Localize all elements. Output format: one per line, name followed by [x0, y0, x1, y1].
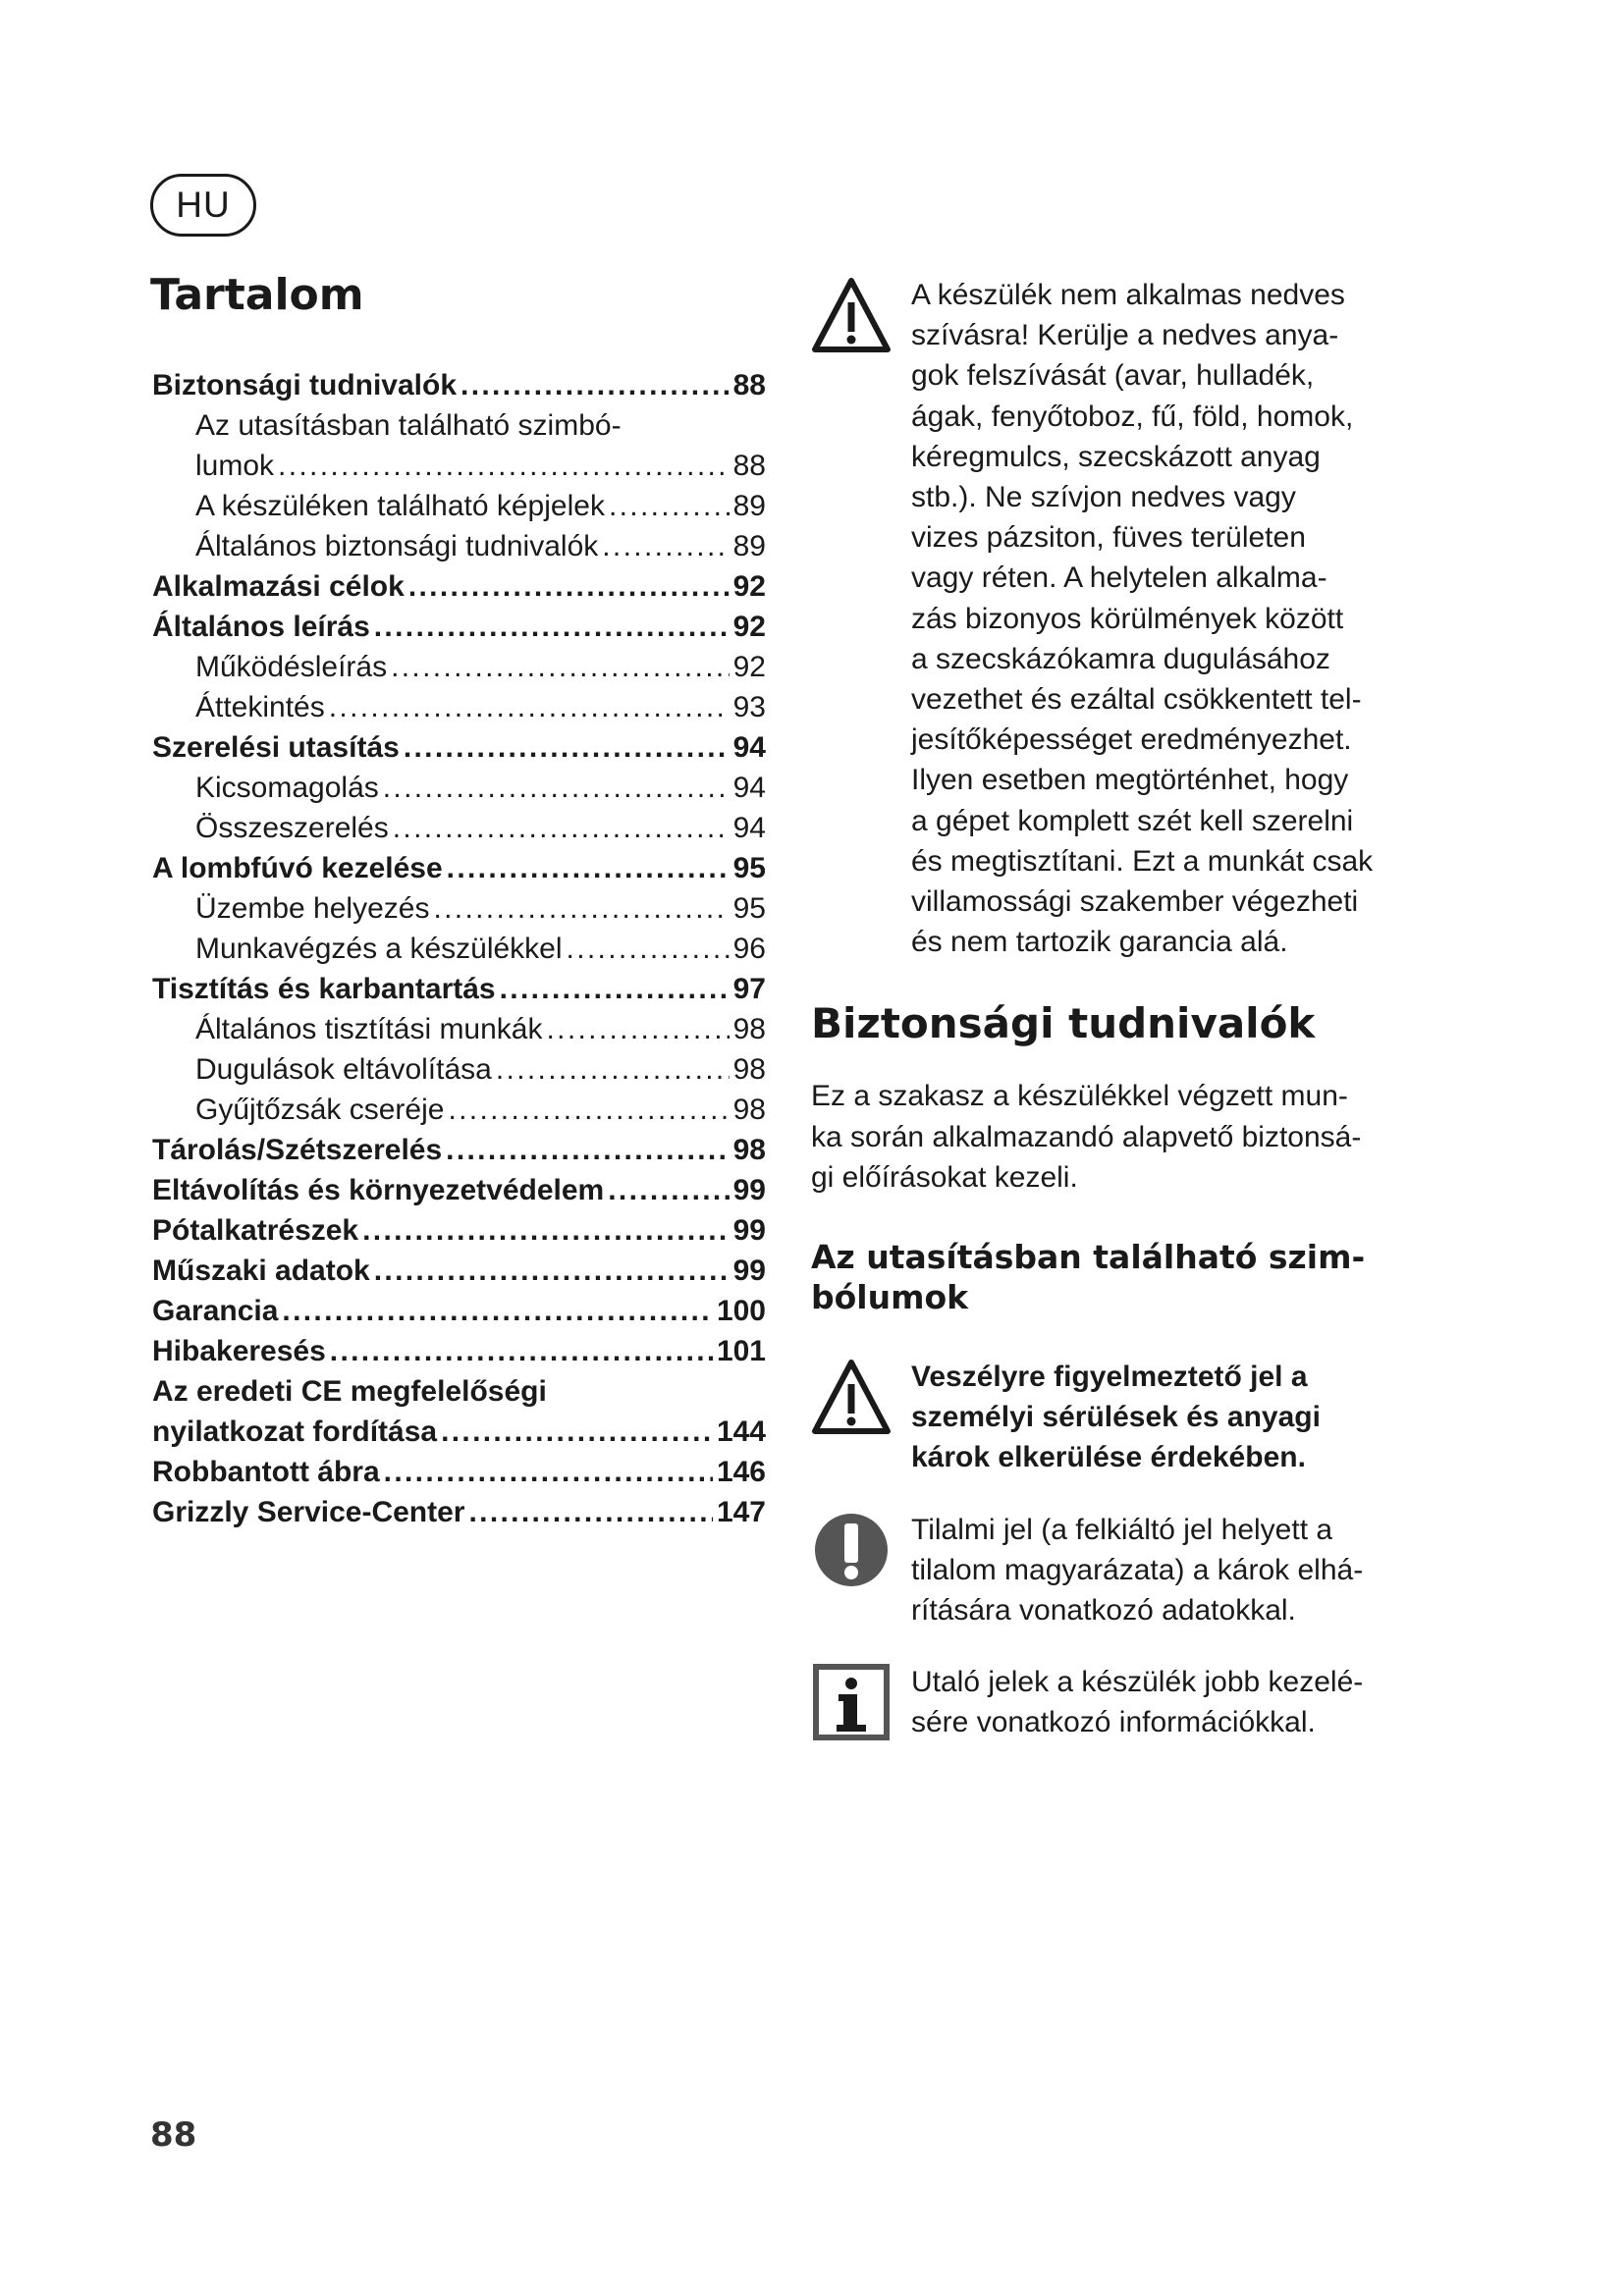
symbol-description-line: rítására vonatkozó adatokkal.	[911, 1594, 1296, 1628]
table-of-contents	[152, 365, 766, 1532]
toc-entry-page: 99	[732, 1255, 766, 1287]
toc-entry	[152, 768, 766, 808]
toc-dot-leader	[441, 1412, 713, 1452]
symbol-description	[911, 1662, 1363, 1752]
toc-dot-leader	[330, 1331, 713, 1371]
symbol-description-line: tilalom magyarázata) a károk elhá-	[911, 1553, 1364, 1586]
exclamation-circle-icon	[811, 1510, 901, 1600]
toc-entry-page: 98	[732, 1013, 766, 1045]
warning-line: kéregmulcs, szecskázott anyag	[911, 440, 1321, 473]
toc-entry-label: Pótalkatrészek	[152, 1214, 359, 1247]
toc-dot-leader	[433, 888, 729, 929]
toc-entry	[152, 848, 766, 888]
toc-entry	[152, 1170, 766, 1210]
toc-entry	[152, 405, 766, 446]
symbol-description-line: Veszélyre figyelmeztető jel a	[911, 1361, 1308, 1394]
toc-entry-label: Az utasításban található szimbó-	[195, 409, 622, 442]
toc-entry-label: Összeszerelés	[195, 812, 389, 844]
toc-entry-page: 100	[716, 1295, 766, 1327]
toc-entry-page: 101	[716, 1335, 766, 1367]
toc-dot-leader	[500, 969, 730, 1009]
toc-dot-leader	[609, 486, 730, 526]
page-number: 88	[150, 2115, 197, 2155]
toc-entry	[152, 727, 766, 768]
info-icon	[811, 1662, 901, 1752]
symbols-heading-line: Az utasításban található szim-	[811, 1238, 1366, 1277]
toc-entry-label: Szerelési utasítás	[152, 731, 400, 764]
toc-entry-label: lumok	[195, 450, 275, 482]
symbols-list	[811, 1357, 1439, 1752]
language-badge: HU	[150, 174, 256, 237]
toc-entry	[152, 1251, 766, 1291]
toc-entry	[152, 1412, 766, 1452]
toc-entry	[152, 1291, 766, 1331]
toc-dot-leader	[448, 1090, 729, 1130]
symbol-description-line: Tilalmi jel (a felkiáltó jel helyett a	[911, 1513, 1333, 1546]
toc-entry	[152, 888, 766, 929]
toc-title: Tartalom	[150, 270, 364, 320]
warning-line: szívásra! Kerülje a nedves anya-	[911, 319, 1339, 352]
toc-entry-page: 99	[732, 1214, 766, 1247]
toc-entry	[152, 1210, 766, 1251]
toc-entry	[152, 1009, 766, 1049]
toc-entry	[152, 607, 766, 647]
toc-dot-leader	[391, 647, 730, 687]
safety-intro-line: Ez a szakasz a készülékkel végzett mun-	[811, 1080, 1348, 1113]
safety-intro	[811, 1076, 1439, 1198]
toc-dot-leader	[408, 566, 730, 607]
toc-entry	[152, 1130, 766, 1170]
warning-line: zás bizonyos körülmények között	[911, 602, 1344, 635]
warning-line: Ilyen esetben megtörténhet, hogy	[911, 764, 1349, 797]
toc-entry	[152, 929, 766, 969]
toc-entry-label: Tisztítás és karbantartás	[152, 973, 496, 1005]
warning-text	[911, 275, 1373, 962]
symbol-description-line: személyi sérülések és anyagi	[911, 1401, 1321, 1434]
toc-dot-leader	[393, 808, 730, 848]
warning-line: jesítőképességet eredményezhet.	[911, 723, 1352, 757]
toc-entry-label: Kicsomagolás	[195, 772, 379, 804]
toc-entry	[152, 1090, 766, 1130]
toc-dot-leader	[496, 1049, 730, 1090]
right-column	[811, 275, 1439, 1752]
toc-entry-page: 95	[732, 852, 766, 884]
toc-dot-leader	[374, 607, 730, 647]
symbol-item	[811, 1510, 1439, 1631]
toc-dot-leader	[329, 687, 730, 727]
toc-entry-label: A lombfúvó kezelése	[152, 852, 443, 884]
toc-dot-leader	[282, 1291, 713, 1331]
toc-entry	[152, 526, 766, 566]
toc-entry	[152, 647, 766, 687]
toc-entry-page: 98	[732, 1134, 766, 1166]
toc-entry-page: 88	[732, 369, 766, 401]
symbol-item	[811, 1662, 1439, 1752]
toc-entry-page: 96	[732, 933, 766, 965]
warning-line: és nem tartozik garancia alá.	[911, 926, 1288, 959]
toc-entry-label: Biztonsági tudnivalók	[152, 369, 458, 401]
toc-dot-leader	[460, 365, 730, 405]
warning-line: és megtisztítani. Ezt a munkát csak	[911, 844, 1374, 878]
safety-intro-line: gi előírásokat kezeli.	[811, 1160, 1078, 1194]
toc-dot-leader	[446, 1130, 729, 1170]
warning-line: vezethet és ezáltal csökkentett tel-	[911, 683, 1362, 717]
symbol-description-line: Utaló jelek a készülék jobb kezelé-	[911, 1666, 1364, 1699]
toc-entry-label: Áttekintés	[195, 691, 325, 723]
toc-entry-label: Működésleírás	[195, 651, 388, 683]
toc-entry-page: 94	[732, 731, 766, 764]
toc-entry	[152, 365, 766, 405]
warning-triangle-icon	[811, 1357, 901, 1447]
toc-dot-leader	[374, 1251, 730, 1291]
toc-entry-label: A készüléken található képjelek	[195, 490, 605, 522]
toc-entry	[152, 1371, 766, 1412]
toc-entry-page: 92	[732, 570, 766, 603]
toc-entry-page: 95	[732, 892, 766, 925]
toc-entry-label: Munkavégzés a készülékkel	[195, 933, 563, 965]
warning-line: a gépet komplett szét kell szerelni	[911, 804, 1354, 837]
toc-dot-leader	[447, 848, 730, 888]
symbols-heading-line: bólumok	[811, 1278, 969, 1317]
toc-entry-page: 94	[732, 772, 766, 804]
toc-dot-leader	[384, 1452, 713, 1492]
toc-dot-leader	[278, 446, 730, 486]
warning-triangle-icon	[811, 275, 901, 365]
toc-entry-label: Tárolás/Szétszerelés	[152, 1134, 443, 1166]
toc-entry-page: 97	[732, 973, 766, 1005]
toc-entry-label: Robbantott ábra	[152, 1456, 380, 1488]
toc-entry-page: 89	[732, 530, 766, 562]
toc-entry	[152, 1492, 766, 1532]
toc-dot-leader	[404, 727, 730, 768]
safety-heading: Biztonsági tudnivalók	[811, 999, 1316, 1048]
toc-entry-page: 98	[732, 1094, 766, 1126]
toc-entry-label: Grizzly Service-Center	[152, 1496, 465, 1528]
toc-entry	[152, 808, 766, 848]
wet-suction-warning	[811, 275, 1439, 962]
toc-entry-page: 88	[732, 450, 766, 482]
toc-entry-page: 89	[732, 490, 766, 522]
toc-entry-page: 144	[716, 1415, 766, 1448]
toc-entry	[152, 1049, 766, 1090]
warning-line: gok felszívását (avar, hulladék,	[911, 359, 1315, 393]
toc-entry-label: Általános biztonsági tudnivalók	[195, 530, 599, 562]
warning-line: A készülék nem alkalmas nedves	[911, 279, 1345, 311]
toc-entry-label: Hibakeresés	[152, 1335, 326, 1367]
toc-entry	[152, 486, 766, 526]
toc-entry	[152, 1452, 766, 1492]
toc-entry-page: 93	[732, 691, 766, 723]
safety-intro-line: ka során alkalmazandó alapvető biztonsá-	[811, 1120, 1362, 1153]
warning-line: vagy réten. A helytelen alkalma-	[911, 561, 1327, 595]
symbols-heading	[811, 1237, 1439, 1317]
toc-dot-leader	[468, 1492, 712, 1532]
toc-entry-page: 94	[732, 812, 766, 844]
toc-entry-label: Általános tisztítási munkák	[195, 1013, 543, 1045]
toc-entry-label: Az eredeti CE megfelelőségi	[152, 1375, 547, 1408]
toc-entry-label: Eltávolítás és környezetvédelem	[152, 1174, 605, 1206]
toc-entry	[152, 687, 766, 727]
symbol-item	[811, 1357, 1439, 1478]
toc-entry-label: Dugulások eltávolítása	[195, 1053, 492, 1086]
toc-entry-page: 92	[732, 651, 766, 683]
toc-dot-leader	[546, 1009, 729, 1049]
toc-dot-leader	[602, 526, 729, 566]
toc-entry-label: Általános leírás	[152, 611, 370, 643]
symbol-description	[911, 1357, 1321, 1478]
symbol-description-line: sére vonatkozó információkkal.	[911, 1706, 1316, 1739]
symbol-description	[911, 1510, 1363, 1631]
toc-entry-label: Alkalmazási célok	[152, 570, 405, 603]
warning-line: stb.). Ne szívjon nedves vagy	[911, 481, 1296, 514]
toc-dot-leader	[608, 1170, 729, 1210]
warning-line: a szecskázókamra dugulásához	[911, 642, 1330, 675]
toc-entry	[152, 446, 766, 486]
toc-entry-label: Garancia	[152, 1295, 279, 1327]
symbol-description-line: károk elkerülése érdekében.	[911, 1441, 1306, 1474]
toc-entry-label: Üzembe helyezés	[195, 892, 430, 925]
toc-entry-label: Gyűjtőzsák cseréje	[195, 1094, 445, 1126]
toc-dot-leader	[567, 929, 730, 969]
warning-line: vizes pázsiton, füves területen	[911, 521, 1306, 555]
toc-entry-label: Műszaki adatok	[152, 1255, 370, 1287]
toc-entry	[152, 566, 766, 607]
toc-entry-page: 99	[732, 1174, 766, 1206]
toc-entry-page: 92	[732, 611, 766, 643]
toc-entry	[152, 1331, 766, 1371]
toc-dot-leader	[362, 1210, 730, 1251]
toc-entry-page: 146	[716, 1456, 766, 1488]
warning-line: villamossági szakember végezheti	[911, 885, 1359, 919]
toc-entry-page: 98	[732, 1053, 766, 1086]
toc-dot-leader	[383, 768, 730, 808]
warning-line: ágak, fenyőtoboz, fű, föld, homok,	[911, 400, 1354, 433]
toc-entry-page: 147	[716, 1496, 766, 1528]
toc-entry-label: nyilatkozat fordítása	[152, 1415, 438, 1448]
toc-entry	[152, 969, 766, 1009]
